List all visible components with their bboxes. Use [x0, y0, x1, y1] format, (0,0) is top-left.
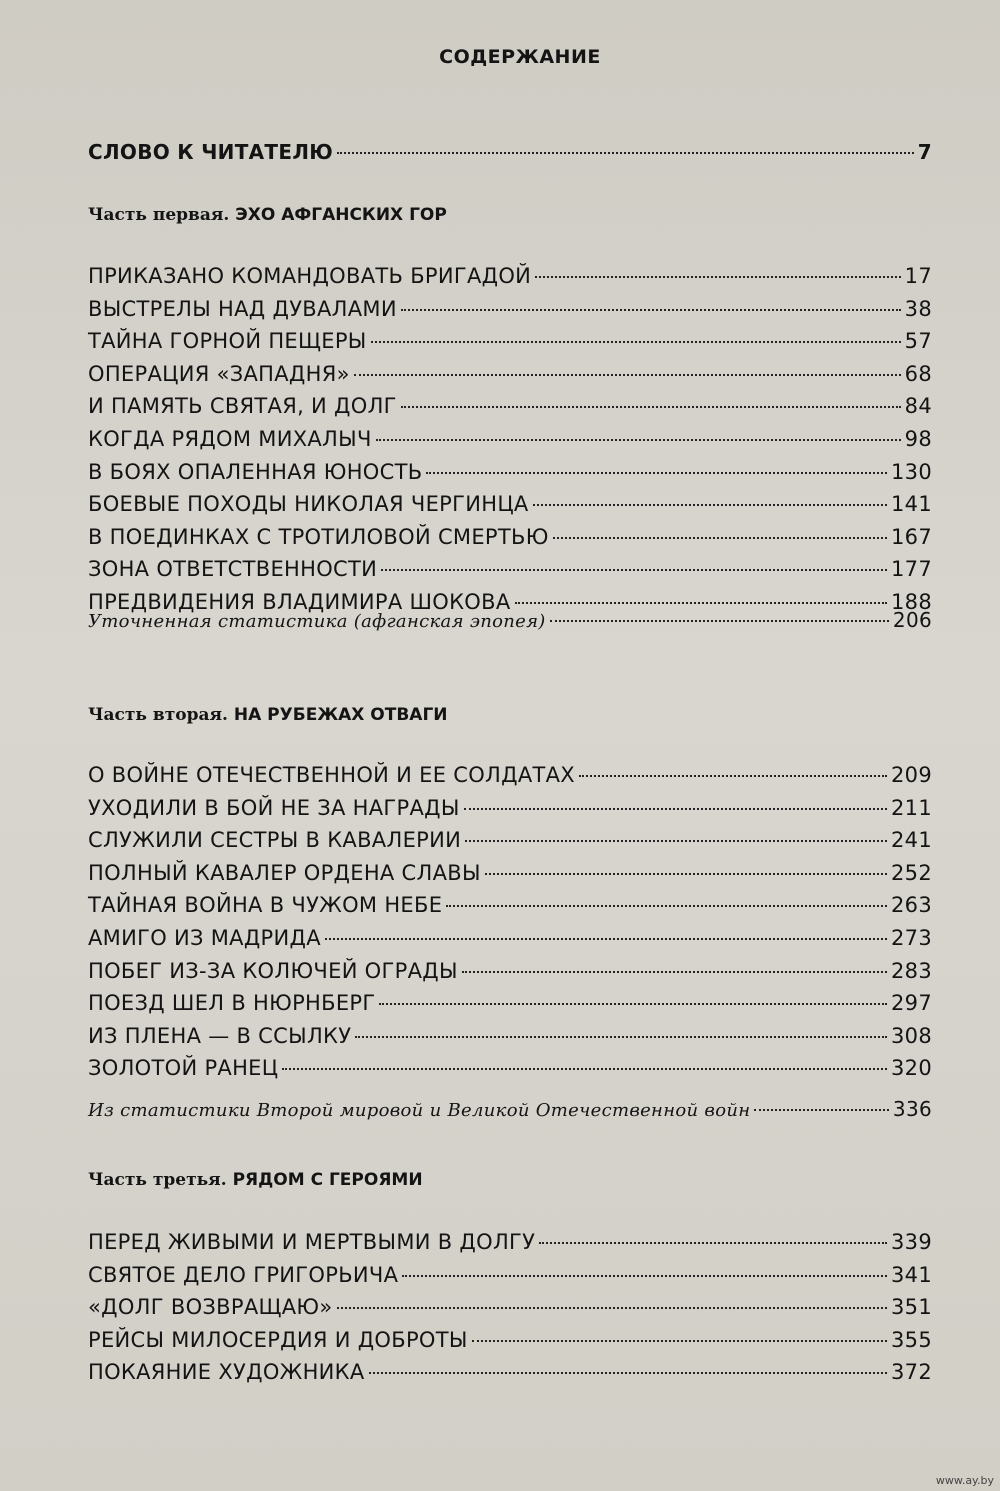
toc-entry-label: ПРИКАЗАНО КОМАНДОВАТЬ БРИГАДОЙ	[88, 264, 532, 288]
toc-entry	[88, 1263, 932, 1293]
toc-entry	[88, 1328, 932, 1358]
leader-dots	[401, 309, 901, 311]
toc-entry-preface	[88, 140, 932, 170]
toc-entry-page: 241	[891, 828, 932, 853]
leader-dots	[754, 1109, 889, 1111]
toc-entry-page: 297	[891, 991, 932, 1016]
toc-entry-label: РЕЙСЫ МИЛОСЕРДИЯ И ДОБРОТЫ	[88, 1327, 468, 1352]
toc-entry-page: 209	[891, 763, 932, 787]
toc-entry-label: ПОЕЗД ШЕЛ В НЮРНБЕРГ	[88, 991, 376, 1016]
leader-dots	[472, 1340, 887, 1342]
leader-dots	[579, 775, 887, 777]
toc-entry-label: УХОДИЛИ В БОЙ НЕ ЗА НАГРАДЫ	[88, 795, 460, 820]
leader-dots	[282, 1068, 887, 1070]
leader-dots	[376, 439, 901, 441]
toc-entry-page: 308	[891, 1023, 932, 1048]
toc-entry-page: 372	[891, 1360, 932, 1385]
toc-entry-page: 167	[891, 524, 932, 549]
toc-entry-label: ОПЕРАЦИЯ «ЗАПАДНЯ»	[88, 361, 350, 386]
toc-entry	[88, 991, 932, 1021]
toc-entry-page: 211	[891, 795, 932, 820]
leader-dots	[539, 1242, 887, 1244]
toc-entry-label: Из статистики Второй мировой и Великой Отечественной войн	[88, 1100, 751, 1121]
toc-entry	[88, 329, 932, 359]
toc-entry	[88, 394, 932, 424]
toc-entry-label: СЛОВО К ЧИТАТЕЛЮ	[88, 140, 334, 164]
part-heading-1	[88, 205, 447, 225]
page-title: СОДЕРЖАНИЕ	[439, 46, 601, 68]
toc-entry-page: 283	[891, 958, 932, 983]
toc-entry-page: 57	[904, 329, 932, 354]
toc-entry-label: ВЫСТРЕЛЫ НАД ДУВАЛАМИ	[88, 296, 397, 321]
toc-entry-stat-2	[88, 1097, 932, 1127]
toc-entry	[88, 1230, 932, 1260]
toc-entry-page: 351	[891, 1295, 932, 1320]
toc-entry-label: ПЕРЕД ЖИВЫМИ И МЕРТВЫМИ В ДОЛГУ	[88, 1230, 536, 1254]
toc-entry-label: Уточненная статистика (афганская эпопея)	[88, 611, 546, 632]
toc-entry-page: 130	[891, 459, 932, 484]
toc-entry-page: 273	[891, 926, 932, 950]
toc-entry-stat-1	[88, 608, 932, 638]
toc-entry-page: 68	[904, 361, 932, 386]
toc-entry-page: 188	[891, 590, 932, 614]
leader-dots	[354, 374, 901, 376]
toc-entry-label: СЛУЖИЛИ СЕСТРЫ В КАВАЛЕРИИ	[88, 828, 462, 853]
toc-entry	[88, 861, 932, 891]
toc-entry	[88, 1024, 932, 1054]
leader-dots	[462, 971, 887, 973]
toc-entry-label: ТАЙНА ГОРНОЙ ПЕЩЕРЫ	[88, 329, 367, 354]
toc-entry	[88, 796, 932, 826]
part-number: Часть третья.	[88, 1170, 227, 1190]
toc-entry-page: 252	[891, 860, 932, 885]
toc-entry	[88, 1056, 932, 1086]
toc-entry-page: 7	[917, 140, 932, 164]
toc-entry-label: ЗОНА ОТВЕТСТВЕННОСТИ	[88, 557, 378, 582]
toc-entry-label: О ВОЙНЕ ОТЕЧЕСТВЕННОЙ И ЕЕ СОЛДАТАХ	[88, 763, 575, 787]
toc-entry-page: 341	[891, 1262, 932, 1287]
part-heading-2	[88, 705, 448, 725]
toc-entry	[88, 460, 932, 490]
toc-entry-label: В БОЯХ ОПАЛЕННАЯ ЮНОСТЬ	[88, 459, 423, 484]
toc-entry-page: 38	[904, 296, 932, 321]
toc-entry-page: 17	[904, 264, 932, 288]
toc-entry	[88, 893, 932, 923]
toc-entry	[88, 1295, 932, 1325]
leader-dots	[553, 537, 887, 539]
toc-entry-page: 320	[891, 1056, 932, 1081]
leader-dots	[337, 1307, 887, 1309]
toc-entry	[88, 557, 932, 587]
toc-entry	[88, 362, 932, 392]
toc-entry	[88, 828, 932, 858]
leader-dots	[426, 472, 887, 474]
leader-dots	[371, 341, 901, 343]
toc-entry-label: ПОКАЯНИЕ ХУДОЖНИКА	[88, 1360, 365, 1385]
part-number: Часть первая.	[88, 205, 230, 225]
toc-entry-page: 177	[891, 557, 932, 582]
toc-entry-label: ИЗ ПЛЕНА — В ССЫЛКУ	[88, 1023, 352, 1048]
toc-entry	[88, 926, 932, 956]
toc-entry-page: 355	[891, 1327, 932, 1352]
toc-entry-label: В ПОЕДИНКАХ С ТРОТИЛОВОЙ СМЕРТЬЮ	[88, 524, 549, 549]
toc-entry-page: 98	[904, 427, 932, 451]
toc-entry-page: 84	[904, 394, 932, 419]
toc-entry-page: 206	[892, 608, 932, 632]
leader-dots	[402, 1275, 887, 1277]
toc-entry-label: АМИГО ИЗ МАДРИДА	[88, 926, 321, 950]
leader-dots	[369, 1372, 887, 1374]
leader-dots	[550, 620, 889, 622]
toc-entry-page: 339	[891, 1230, 932, 1254]
toc-entry-label: СВЯТОЕ ДЕЛО ГРИГОРЬИЧА	[88, 1262, 399, 1287]
toc-entry	[88, 297, 932, 327]
toc-entry-page: 263	[891, 893, 932, 918]
part-number: Часть вторая.	[88, 705, 228, 725]
toc-entry-label: ПРЕДВИДЕНИЯ ВЛАДИМИРА ШОКОВА	[88, 590, 511, 614]
leader-dots	[485, 873, 887, 875]
toc-entry-label: ПОБЕГ ИЗ-ЗА КОЛЮЧЕЙ ОГРАДЫ	[88, 958, 458, 983]
leader-dots	[465, 840, 887, 842]
toc-entry	[88, 492, 932, 522]
part-title: РЯДОМ С ГЕРОЯМИ	[232, 1170, 423, 1190]
toc-entry-label: БОЕВЫЕ ПОХОДЫ НИКОЛАЯ ЧЕРГИНЦА	[88, 492, 529, 517]
toc-entry-page: 141	[891, 492, 932, 517]
leader-dots	[446, 905, 887, 907]
toc-entry-page: 336	[892, 1097, 932, 1121]
toc-entry-label: ПОЛНЫЙ КАВАЛЕР ОРДЕНА СЛАВЫ	[88, 860, 481, 885]
leader-dots	[535, 276, 900, 278]
toc-entry-label: КОГДА РЯДОМ МИХАЛЫЧ	[88, 427, 372, 451]
leader-dots	[533, 504, 887, 506]
leader-dots	[401, 406, 901, 408]
leader-dots	[325, 938, 887, 940]
toc-entry-label: «ДОЛГ ВОЗВРАЩАЮ»	[88, 1295, 333, 1320]
leader-dots	[464, 808, 887, 810]
leader-dots	[337, 152, 914, 154]
toc-entry	[88, 525, 932, 555]
toc-entry-label: И ПАМЯТЬ СВЯТАЯ, И ДОЛГ	[88, 394, 397, 419]
part-heading-3	[88, 1170, 423, 1190]
toc-entry-label: ЗОЛОТОЙ РАНЕЦ	[88, 1056, 279, 1081]
toc-entry	[88, 763, 932, 793]
leader-dots	[379, 1003, 887, 1005]
toc-entry-label: ТАЙНАЯ ВОЙНА В ЧУЖОМ НЕБЕ	[88, 893, 443, 918]
leader-dots	[355, 1036, 887, 1038]
watermark: www.ay.by	[935, 1474, 994, 1487]
toc-entry	[88, 1360, 932, 1390]
leader-dots	[381, 569, 887, 571]
toc-entry	[88, 427, 932, 457]
toc-entry	[88, 959, 932, 989]
part-title: ЭХО АФГАНСКИХ ГОР	[235, 205, 447, 225]
leader-dots	[515, 602, 888, 604]
toc-entry	[88, 264, 932, 294]
part-title: НА РУБЕЖАХ ОТВАГИ	[233, 705, 448, 725]
